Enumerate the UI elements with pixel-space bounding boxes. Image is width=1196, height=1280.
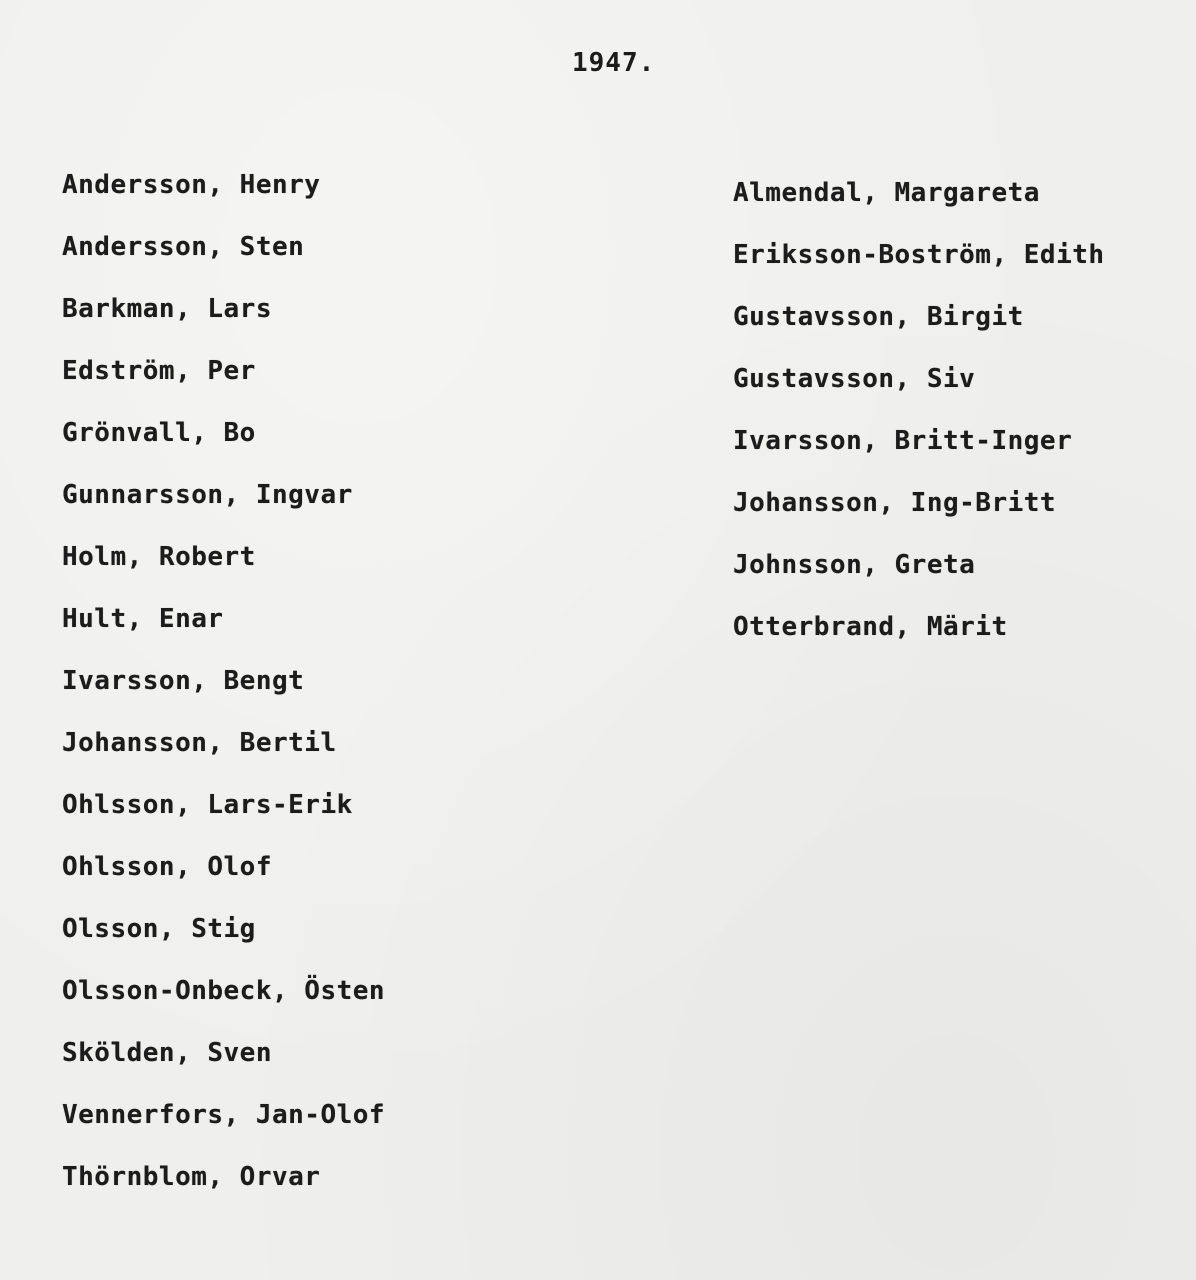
list-item: Olsson, Stig: [62, 914, 256, 944]
list-item: Johansson, Ing-Britt: [733, 488, 1057, 518]
list-item: Gustavsson, Birgit: [733, 302, 1024, 332]
list-item: Andersson, Henry: [62, 170, 321, 200]
list-item: Vennerfors, Jan-Olof: [62, 1100, 386, 1130]
list-item: Edström, Per: [62, 356, 256, 386]
list-item: Gunnarsson, Ingvar: [62, 480, 353, 510]
list-item: Johnsson, Greta: [733, 550, 976, 580]
list-item: Andersson, Sten: [62, 232, 305, 262]
page-title-year: 1947.: [572, 48, 656, 78]
right-name-column: [733, 174, 1105, 670]
list-item: Ivarsson, Bengt: [62, 666, 305, 696]
list-item: Ohlsson, Lars-Erik: [62, 790, 353, 820]
list-item: Ohlsson, Olof: [62, 852, 272, 882]
list-item: Eriksson-Boström, Edith: [733, 240, 1105, 270]
list-item: Barkman, Lars: [62, 294, 272, 324]
left-name-column: [62, 166, 385, 1220]
list-item: Holm, Robert: [62, 542, 256, 572]
list-item: Olsson-Onbeck, Östen: [62, 976, 386, 1006]
list-item: Ivarsson, Britt-Inger: [733, 426, 1073, 456]
list-item: Gustavsson, Siv: [733, 364, 976, 394]
list-item: Almendal, Margareta: [733, 178, 1040, 208]
list-item: Otterbrand, Märit: [733, 612, 1008, 642]
list-item: Skölden, Sven: [62, 1038, 272, 1068]
list-item: Thörnblom, Orvar: [62, 1162, 321, 1192]
list-item: Johansson, Bertil: [62, 728, 337, 758]
list-item: Hult, Enar: [62, 604, 224, 634]
list-item: Grönvall, Bo: [62, 418, 256, 448]
